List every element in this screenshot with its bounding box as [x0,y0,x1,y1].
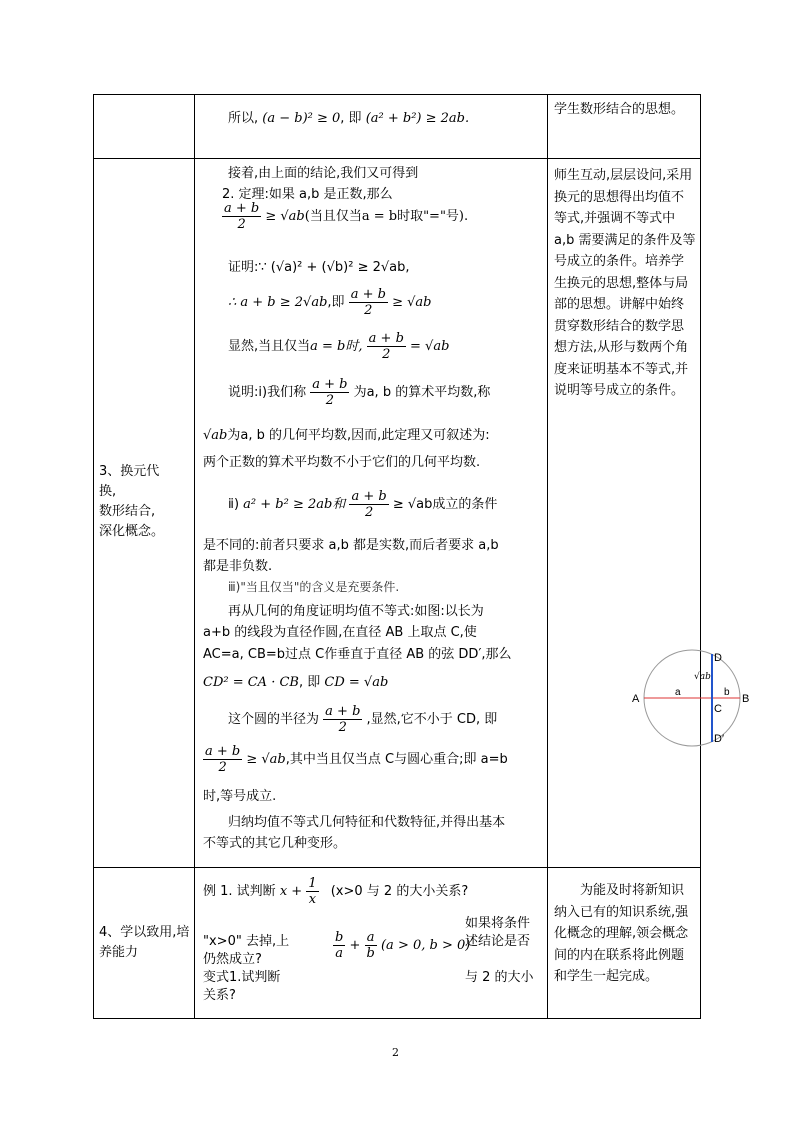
lesson-plan-table [93,94,701,1019]
text: 显然,当且仅当 [228,339,311,354]
fraction: $\frac{a}{b}$ [366,930,375,961]
variant-line: 变式1.试判断 [203,970,281,985]
variant-line: 与 2 的大小 [465,970,534,985]
variant-line: "x>0" 去掉,上 [203,934,290,949]
variant-formula: $\frac{b}{a}$ + $\frac{a}{b}$ (a > 0, b > 0) [335,930,471,961]
proof-line [228,331,449,362]
segment-b-label: b [724,687,730,698]
segment-a-label: a [675,687,681,698]
fraction: $\frac{a + b}{2}$ [224,201,260,232]
stage-cell [94,868,195,1019]
text: ,其中当且仅当点 C与圆心重合;即 a=b [285,752,508,767]
text: (x>0 与 2 的大小关系? [330,884,469,899]
variant-line: 如果将条件 [465,916,531,931]
circle-figure [630,648,764,752]
theorem-formula [222,201,468,232]
formula: CD² = CA · CB [203,675,299,690]
text: 为a, b 的几何平均数,因而,此定理又可叙述为: [227,428,490,443]
summary-line: 归纳均值不等式几何特征和代数特征,并得出基本 [228,815,506,830]
sqrt-ab-label: √ab [694,672,711,682]
stage-cell [94,95,195,159]
fraction: $\frac{b}{a}$ [335,930,344,961]
formula: ∴ a + b ≥ 2√ab [228,295,328,310]
text: 说明:ⅰ)我们称 [228,385,307,400]
formula: ≥ √ab [392,295,432,310]
geometry-line: 再从几何的角度证明均值不等式:如图:以长为 [228,604,484,619]
formula: (a − b)² ≥ 0 [262,111,341,126]
formula: a = b时, [310,339,363,354]
text: ⅱ) [228,497,240,512]
explanation-line [228,489,497,520]
table-row [94,868,701,1019]
formula: CD = √ab [324,675,389,690]
explanation-line [228,377,490,408]
stage-cell [94,159,195,868]
explanation-line: 都是非负数. [203,559,273,574]
proof-line: 证明:∵ (√a)² + (√b)² ≥ 2√ab, [228,260,410,275]
teaching-note: 学生数形结合的思想。 [554,102,685,117]
formula: (a² + b²) ≥ 2ab. [365,111,470,126]
point-a-label: A [632,693,640,705]
content-cell [195,95,548,159]
text: , 即 [340,111,362,126]
table-row [94,159,701,868]
point-c-label: C [714,703,722,715]
point-d-prime-label: D′ [714,733,725,745]
fraction: $\frac{1}{x}$ [308,876,317,907]
explanation-line: 是不同的:前者只要求 a,b 都是实数,而后者要求 a,b [203,538,499,553]
example-line [203,876,468,907]
teaching-note: 师生互动,层层设问,采用换元的思想得出均值不等式,并强调不等式中 a,b 需要满足的条件及等号成立的条件。培养学生换元的思想,整体与局部的思想。讲解中始终贯穿数形结合的数学思想方法,从形与数两个角度来证明基本不等式,并说明等号成立的条件。 [554,168,696,398]
fraction: $\frac{a + b}{2}$ [205,744,241,775]
geometry-line: a+b 的线段为直径作圆,在直径 AB 上取点 C,使 [203,625,477,640]
summary-line: 不等式的其它几种变形。 [203,836,347,851]
text: 例 1. 试判断 [203,884,276,899]
teaching-note: 为能及时将新知识纳入已有的知识系统,强化概念的理解,领会概念间的内在联系将此例题和学生一起完成。 [554,883,689,984]
content-cell [195,159,548,868]
point-b-label: B [742,693,750,705]
formula: √ab [203,428,228,443]
explanation-line: 两个正数的算术平均数不小于它们的几何平均数. [203,455,481,470]
formula: x + [279,884,303,899]
note-cell [548,159,701,868]
table-row [94,95,701,159]
text: ≥ √ab成立的条件 [392,497,498,512]
content-line: 接着,由上面的结论,我们又可得到 [228,166,419,181]
text: , 即 [298,675,321,690]
formula: (a > 0, b > 0) [380,938,471,953]
text: ,显然,它不小于 CD, 即 [366,712,498,727]
formula: ≥ √ab [246,752,286,767]
explanation-line: ⅲ)"当且仅当"的含义是充要条件. [228,580,400,594]
formula: ≥ √ab [265,209,305,224]
text: 这个圆的半径为 [228,712,320,727]
geometry-line: AC=a, CB=b过点 C作垂直于直径 AB 的弦 DD′,那么 [203,647,512,662]
content-cell [195,868,548,1019]
stage-label: 4、学以致用,培养能力 [99,925,190,960]
stage-label: 3、换元代 换, 数形结合, 深化概念。 [99,464,165,539]
geometry-line: 时,等号成立. [203,789,277,804]
fraction: $\frac{a + b}{2}$ [312,377,348,408]
formula: (当且仅当a = b时取"="号). [304,209,469,224]
proof-line [228,287,431,318]
geometry-line [203,671,388,690]
text: 所以, [228,111,259,126]
note-cell [548,868,701,1019]
content-line: 2. 定理:如果 a,b 是正数,那么 [222,187,393,202]
note-cell [548,95,701,159]
variant-line: 关系? [203,988,236,1003]
fraction: $\frac{a + b}{2}$ [325,704,361,735]
variant-line: 仍然成立? [203,952,262,967]
content-line [228,107,469,126]
text: 为a, b 的算术平均数,称 [353,385,491,400]
fraction: $\frac{a + b}{2}$ [350,287,386,318]
geometry-line [203,744,508,775]
geometry-line [228,704,497,735]
explanation-line [203,424,490,443]
formula: a² + b² ≥ 2ab和 [243,497,346,512]
point-d-label: D [714,652,722,664]
fraction: $\frac{a + b}{2}$ [351,489,387,520]
variant-line: 述结论是否 [465,934,531,949]
fraction: $\frac{a + b}{2}$ [368,331,404,362]
text: ,即 [327,295,345,310]
page-number: 2 [392,1046,399,1059]
formula: = √ab [410,339,450,354]
